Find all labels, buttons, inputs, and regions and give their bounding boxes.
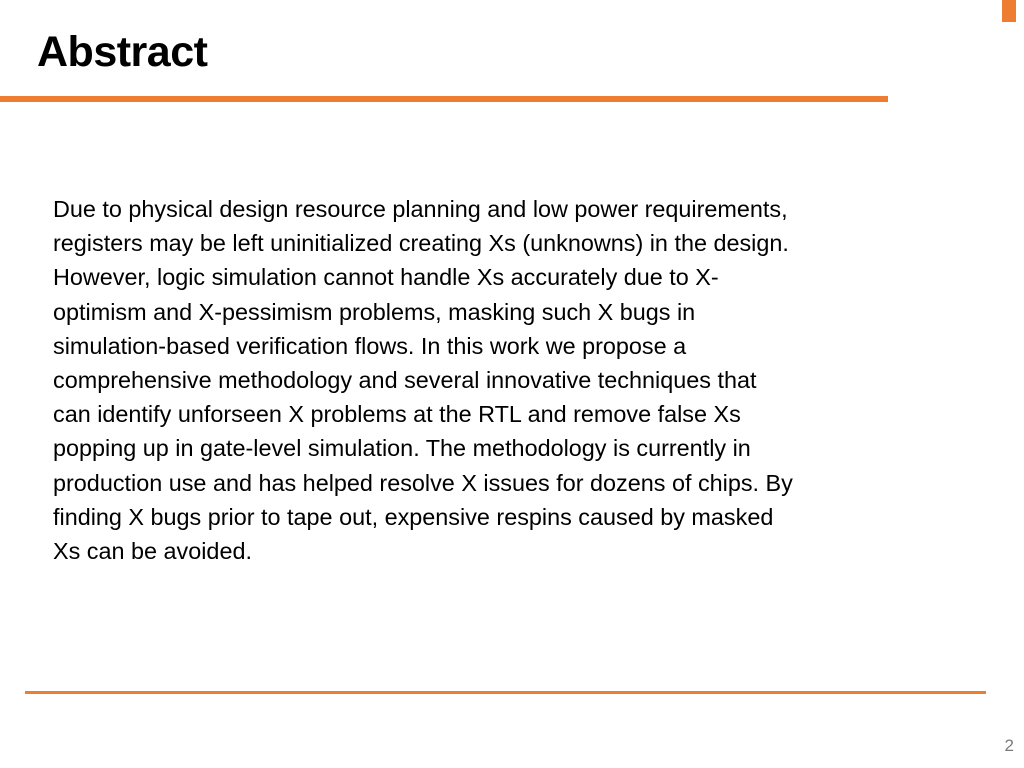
- abstract-line: registers may be left uninitialized creating Xs (unknowns) in the design.: [53, 230, 789, 257]
- abstract-line: Due to physical design resource planning and low power requirements,: [53, 196, 788, 222]
- abstract-line: However, logic simulation cannot handle Xs accurately due to X-: [53, 264, 719, 291]
- footer-divider: [25, 691, 986, 694]
- abstract-line: can identify unforseen X problems at the RTL and remove false Xs: [53, 401, 741, 428]
- page-number: 2: [1004, 736, 1014, 755]
- abstract-line: optimism and X-pessimism problems, masking such X bugs in: [53, 298, 696, 325]
- title-divider: [0, 96, 888, 102]
- slide-title: Abstract: [37, 28, 208, 76]
- abstract-paragraph: [53, 192, 963, 568]
- abstract-line: finding X bugs prior to tape out, expensive respins caused by masked: [53, 503, 774, 530]
- abstract-line: Xs can be avoided.: [53, 538, 252, 565]
- abstract-line: simulation-based verification flows. In this work we propose a: [53, 332, 687, 359]
- abstract-line: production use and has helped resolve X issues for dozens of chips. By: [53, 469, 793, 496]
- corner-accent-bar: [1002, 0, 1016, 22]
- abstract-line: comprehensive methodology and several innovative techniques that: [53, 367, 757, 394]
- abstract-line: popping up in gate-level simulation. The methodology is currently in: [53, 435, 751, 462]
